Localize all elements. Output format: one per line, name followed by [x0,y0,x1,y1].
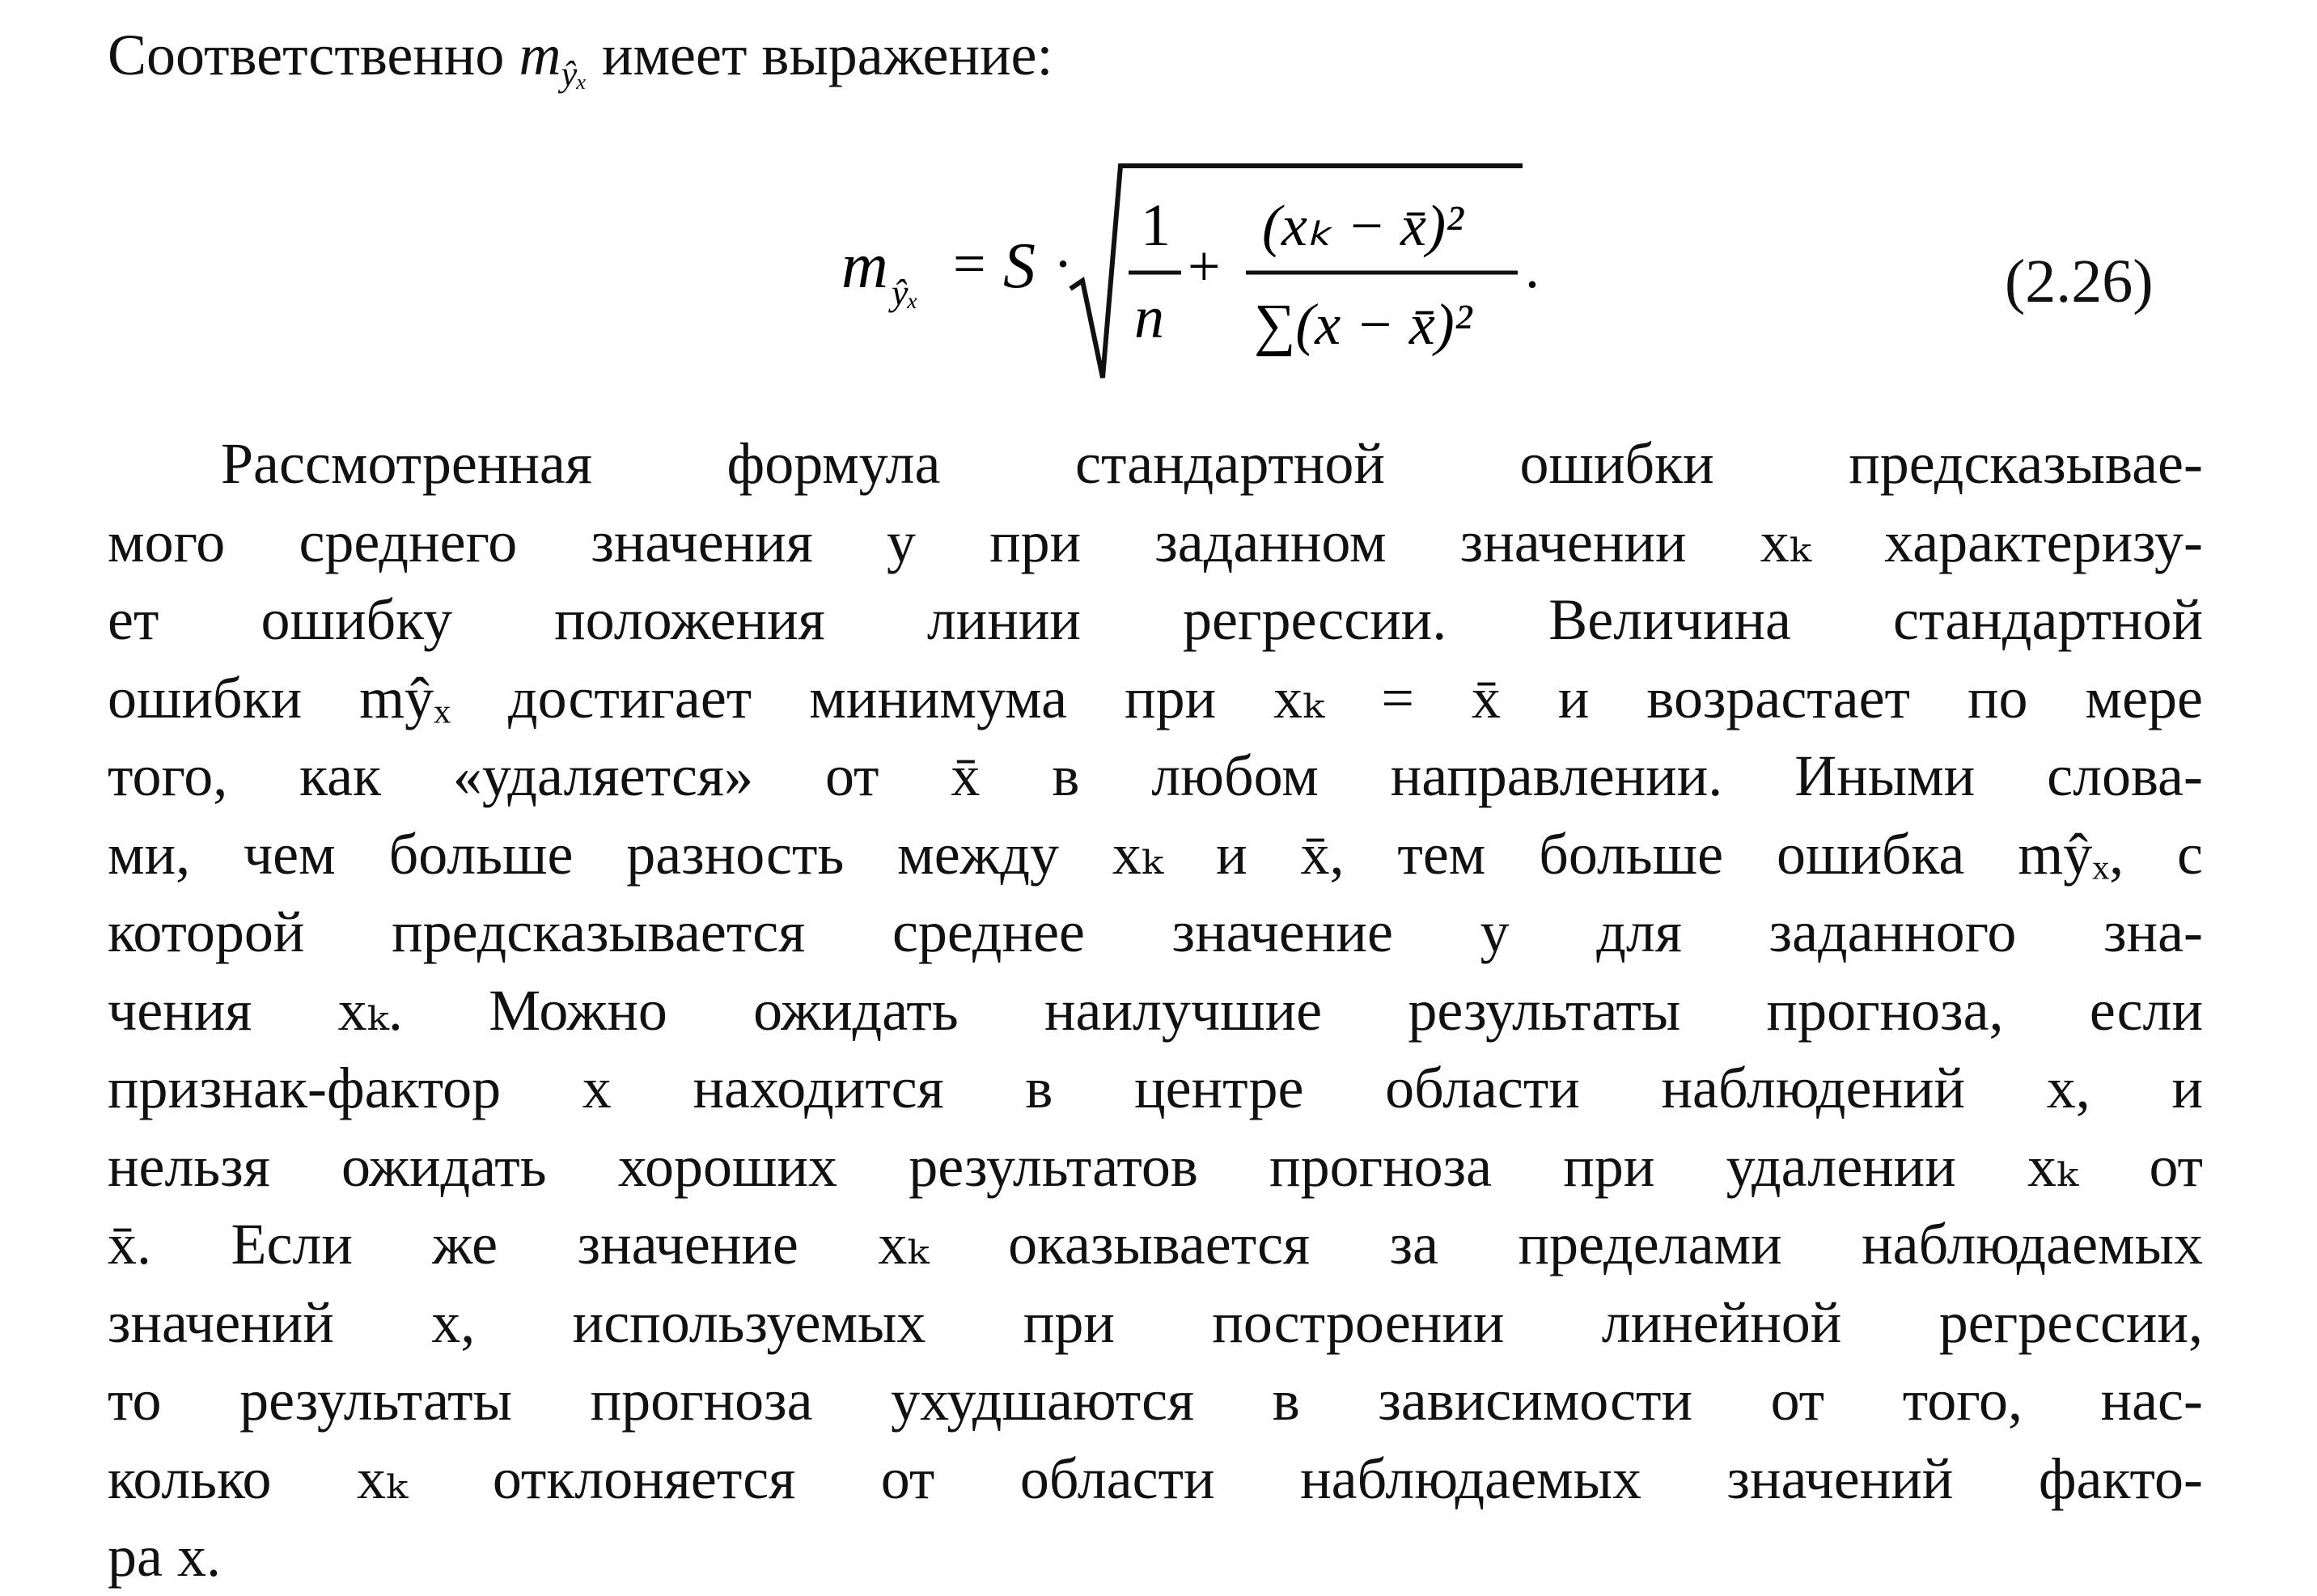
fraction-1-numerator: 1 [1141,193,1171,259]
paragraph-line: ошибки mŷₓ достигает минимума при xₖ = x̄ и возрастает по мере [108,665,2203,730]
paragraph-line: признак-фактор x находится в центре области наблюдений x, и [108,1056,2203,1120]
formula-lhs-m: m [841,231,888,302]
body-paragraph [108,425,2203,1596]
fraction-2-denominator: ∑(x − x̄)² [1254,292,1472,357]
formula-plus: + [1188,234,1221,298]
paragraph-line: значений x, используемых при построении линейной регрессии, [108,1289,2203,1355]
formula-period: . [1525,235,1540,300]
paragraph-line: колько xₖ отклоняется от области наблюдаемых значений факто- [108,1446,2203,1511]
paragraph-line: ра x. [108,1524,221,1589]
formula-2-26 [841,150,1650,392]
paragraph-line: ет ошибку положения линии регрессии. Величина стандартной [108,587,2203,652]
paragraph-line: нельзя ожидать хороших результатов прогноза при удалении xₖ от [108,1133,2203,1199]
formula-dot: · [1053,231,1073,296]
formula-lhs-subscript: ŷₓ [892,272,919,313]
paragraph-line: которой предсказывается среднее значение y для заданного зна- [108,900,2203,964]
intro-m-subscript: ŷₓ [561,53,587,95]
fraction-2-numerator: (xₖ − x̄)² [1262,193,1463,258]
paragraph-line: ми, чем больше разность между xₖ и x̄, тем больше ошибка mŷₓ, с [108,821,2203,887]
intro-m-symbol: m [519,23,561,87]
paragraph-line: x̄. Если же значение xₖ оказывается за пределами наблюдаемых [108,1212,2203,1276]
paragraph-line: того, как «удаляется» от x̄ в любом направлении. Иными слова- [108,743,2203,808]
intro-text-before: Соответственно [108,23,519,87]
fraction-1-denominator: n [1134,285,1164,351]
formula-S: S [1003,231,1036,302]
paragraph-line: то результаты прогноза ухудшаются в зависимости от того, нас- [108,1368,2203,1433]
paragraph-line: Рассмотренная формула стандартной ошибки предсказывае- [221,431,2203,496]
formula-equals: = [953,231,986,296]
intro-sentence [108,16,1053,101]
paragraph-line: чения xₖ. Можно ожидать наилучшие результаты прогноза, если [108,977,2203,1043]
equation-number: (2.26) [2005,248,2154,315]
intro-text-after: имеет выражение: [587,23,1053,87]
paragraph-line: мого среднего значения y при заданном значении xₖ характеризу- [108,509,2203,574]
